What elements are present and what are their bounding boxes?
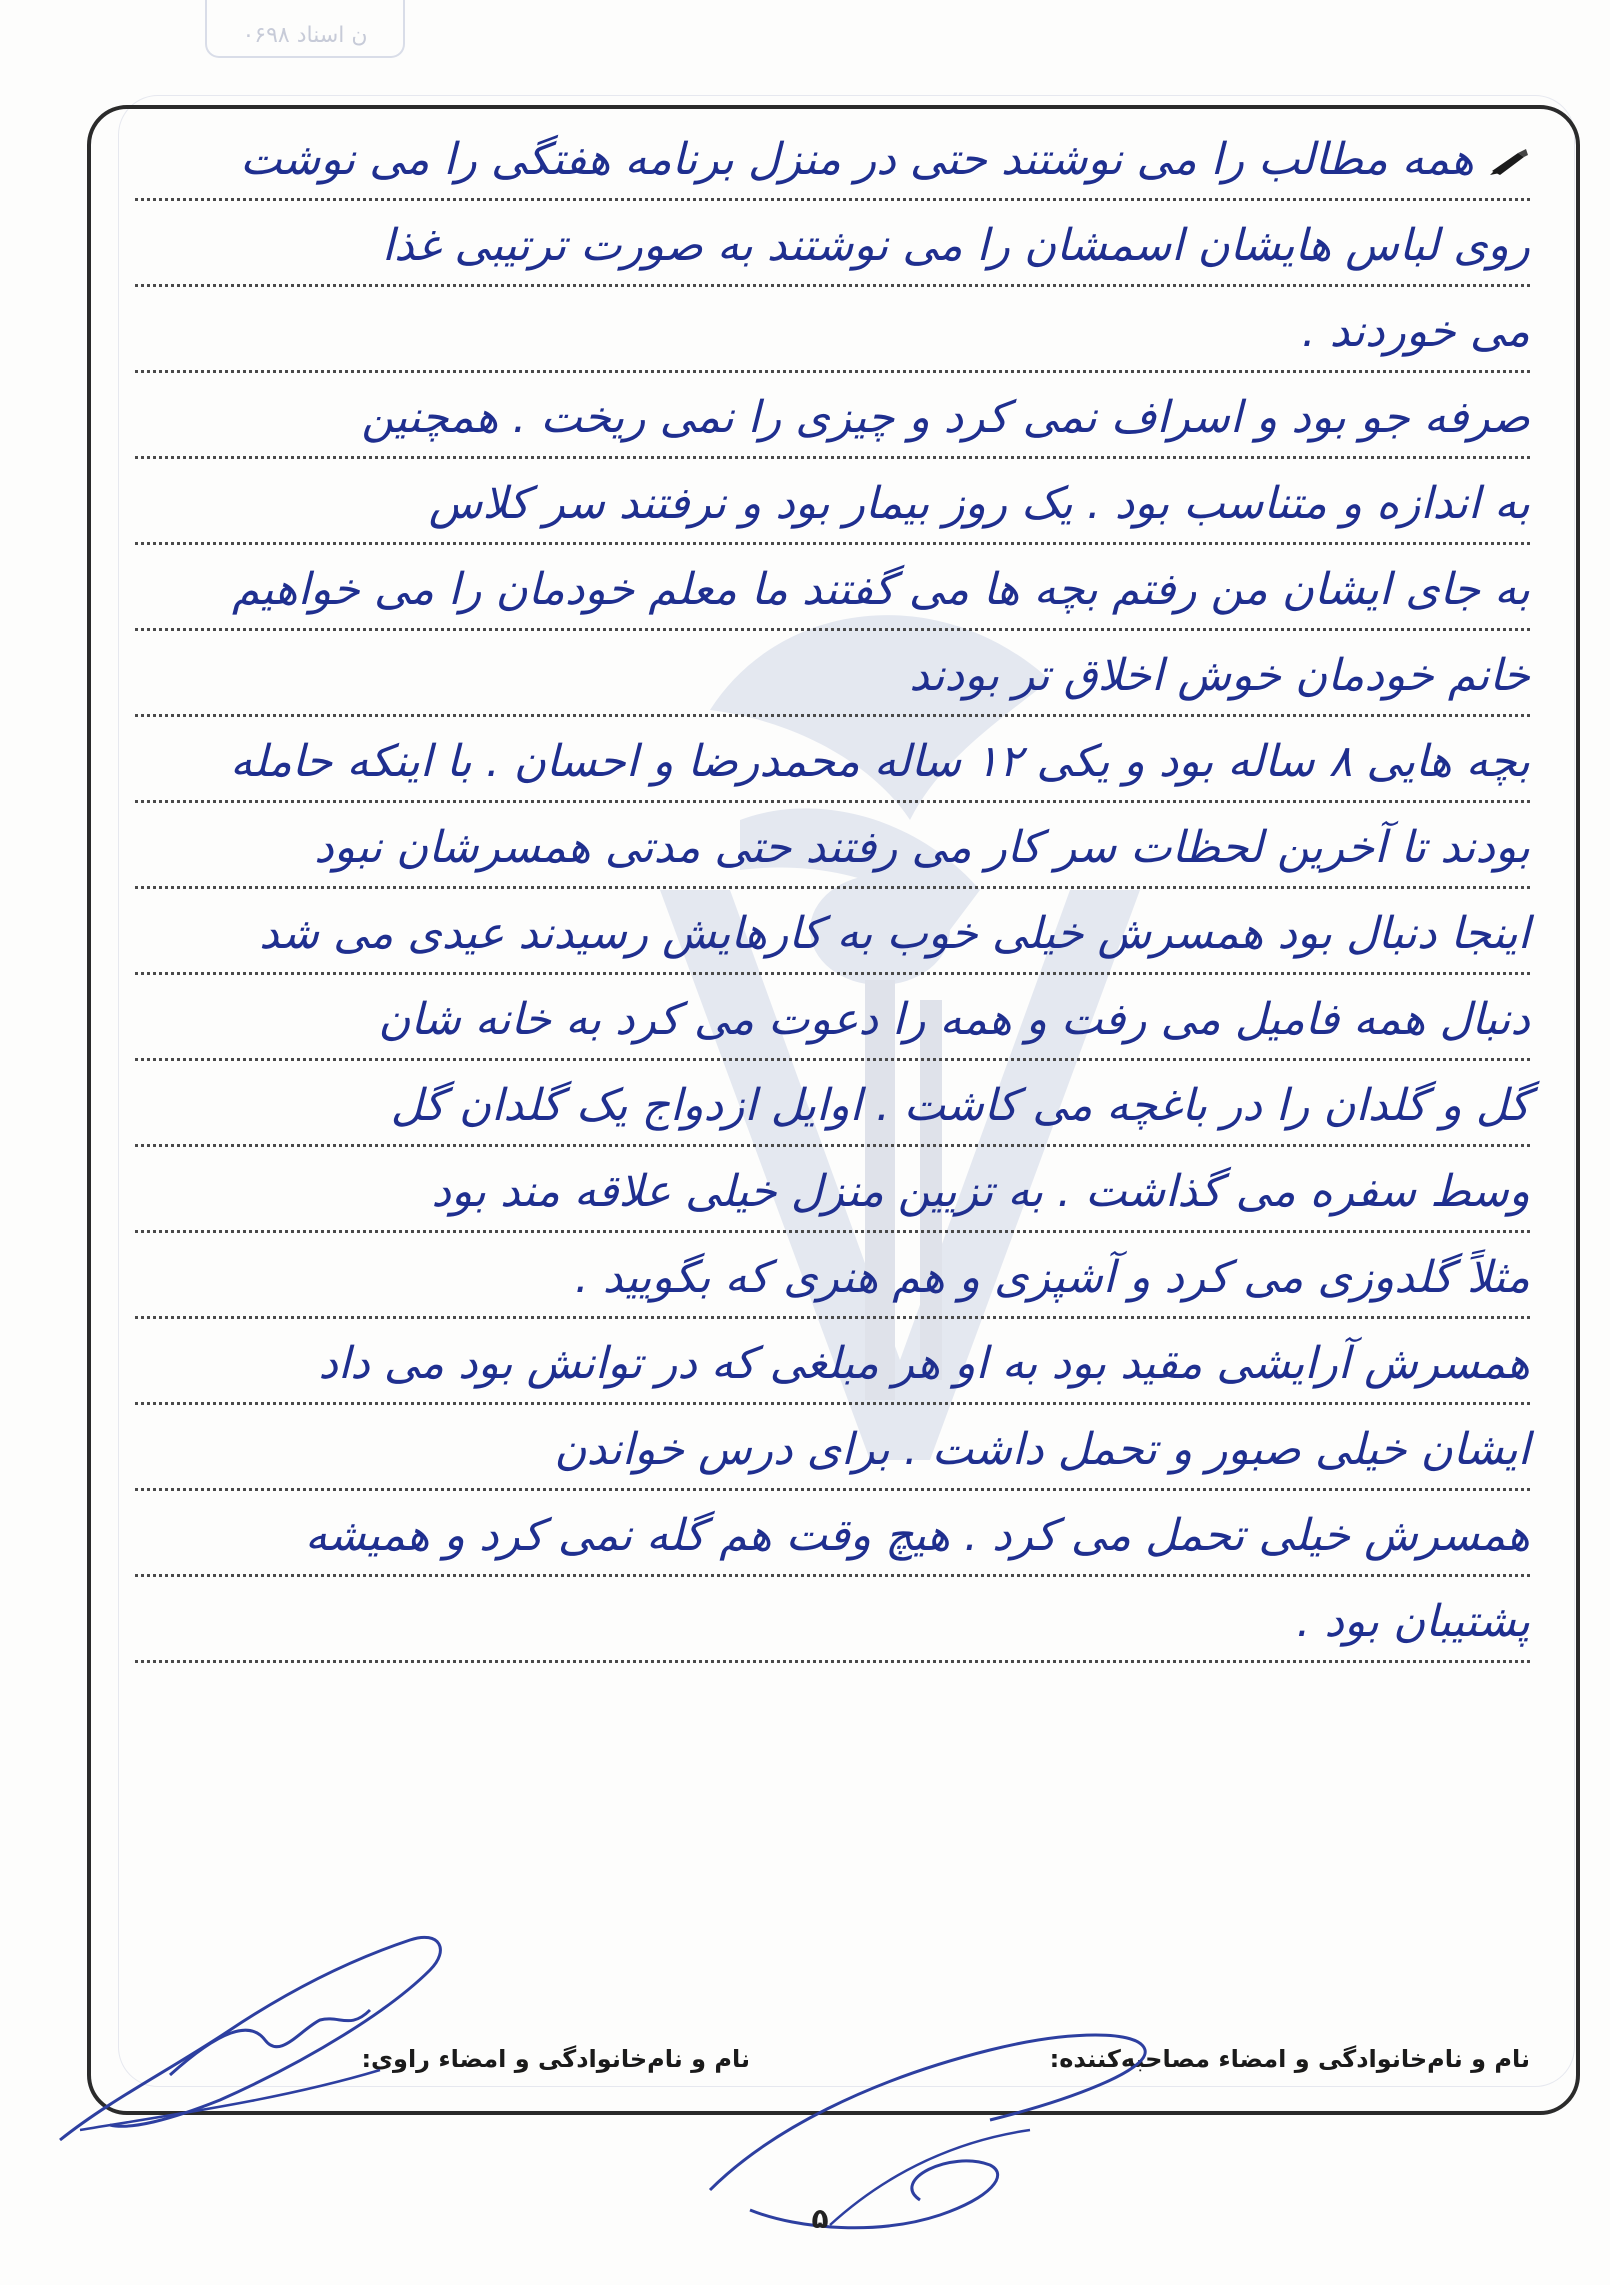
text-line [135, 631, 1530, 717]
line-text-13: وسط سفره می گذاشت . به تزیین منزل خیلی علاقه مند بود [431, 1166, 1530, 1217]
line-text-16: ایشان خیلی صبور و تحمل داشت . برای درس خواندن [554, 1424, 1530, 1475]
text-line [135, 803, 1530, 889]
text-line [135, 1061, 1530, 1147]
line-text-8: بچه هایی ۸ ساله بود و یکی ۱۲ ساله محمدرضا و احسان . با اینکه حامله [230, 736, 1530, 787]
line-text-2: روی لباس هایشان اسمشان را می نوشتند به صورت ترتیبی غذا [381, 220, 1530, 271]
text-line [135, 717, 1530, 803]
text-line [135, 1319, 1530, 1405]
pen-icon [1488, 147, 1530, 177]
text-line [135, 115, 1530, 201]
text-line [135, 1233, 1530, 1319]
stamp-text: ۰۶ن اسناد ۹۸ [242, 23, 368, 48]
text-line [135, 287, 1530, 373]
text-line [135, 1405, 1530, 1491]
narrator-label: نام و نام‌خانوادگی و امضاء راوی: [361, 2045, 750, 2073]
interviewer-signature [690, 1990, 1170, 2250]
line-text-14: مثلاً گلدوزی می کرد و آشپزی و هم هنری که بگویید . [574, 1252, 1530, 1303]
line-text-1: همه مطالب را می نوشتند حتی در منزل برنامه هفتگی را می نوشت [240, 134, 1474, 185]
line-text-17: همسرش خیلی تحمل می کرد . هیچ وقت هم گله نمی کرد و همیشه [304, 1510, 1530, 1561]
archive-stamp [205, 0, 405, 58]
page-number: ۵ [811, 2202, 829, 2235]
text-line [135, 1577, 1530, 1663]
line-text-12: گل و گلدان را در باغچه می کاشت . اوایل ازدواج یک گلدان گل [390, 1080, 1530, 1131]
text-line [135, 201, 1530, 287]
narrator-signature [50, 1900, 470, 2160]
text-line [135, 1491, 1530, 1577]
line-text-18: پشتیبان بود . [1296, 1596, 1530, 1647]
line-text-9: بودند تا آخرین لحظات سر کار می رفتند حتی مدتی همسرشان نبود [314, 822, 1530, 873]
line-text-10: اینجا دنبال بود همسرش خیلی خوب به کارهایش رسیدند عیدی می شد [259, 908, 1530, 959]
text-line [135, 373, 1530, 459]
line-text-5: به اندازه و متناسب بود . یک روز بیمار بود و نرفتند سر کلاس [428, 478, 1530, 529]
text-line [135, 975, 1530, 1061]
line-text-6: به جای ایشان من رفتم بچه ها می گفتند ما معلم خودمان را می خواهیم [231, 564, 1530, 615]
text-line [135, 889, 1530, 975]
line-text-15: همسرش آرایشی مقید بود به او هر مبلغی که در توانش بود می داد [318, 1338, 1530, 1389]
text-line [135, 459, 1530, 545]
line-text-7: خانم خودمان خوش اخلاق تر بودند [909, 650, 1530, 701]
line-text-4: صرفه جو بود و اسراف نمی کرد و چیزی را نمی ریخت . همچنین [361, 392, 1530, 443]
text-line [135, 1147, 1530, 1233]
interviewer-label: نام و نام‌خانوادگی و امضاء مصاحبه‌کننده: [1049, 2045, 1530, 2073]
line-text-3: می خوردند . [1301, 306, 1530, 357]
text-line [135, 545, 1530, 631]
line-text-11: دنبال همه فامیل می رفت و همه را دعوت می کرد به خانه شان [378, 994, 1530, 1045]
